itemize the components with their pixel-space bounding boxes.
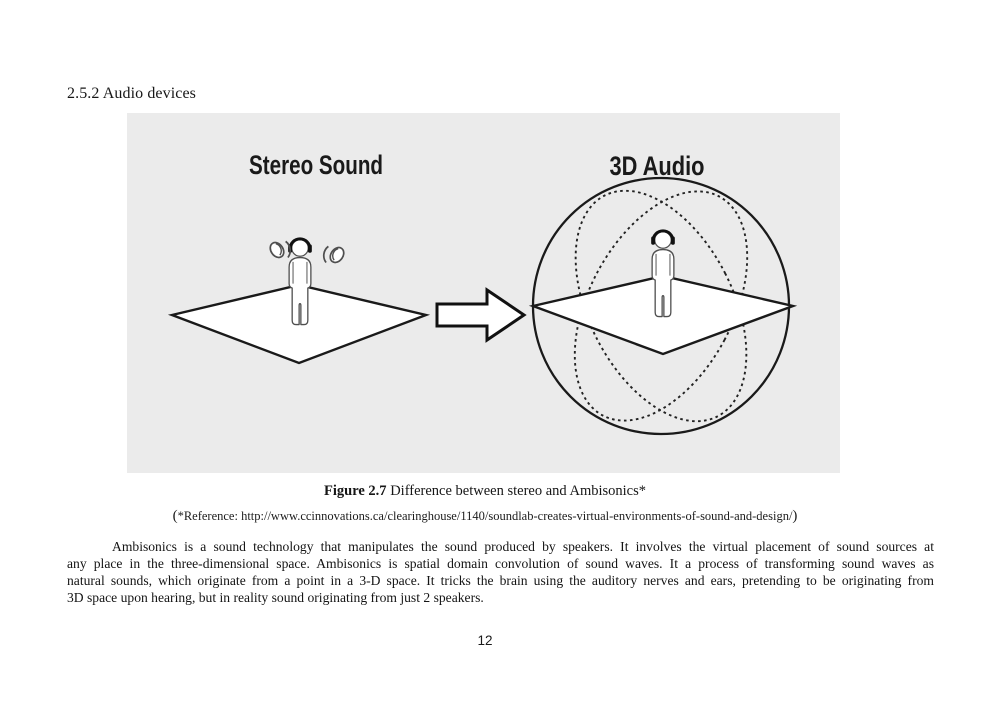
right-arrow-icon (437, 290, 524, 340)
paragraph-line: natural sounds, which originate from a point in a 3-D space. It tricks the brain using the auditory nerves and ears, pretending to be originating from (67, 573, 934, 588)
section-heading: 2.5.2 Audio devices (67, 85, 196, 102)
figure-reference (36, 508, 934, 525)
3d-audio-title: 3D Audio (609, 151, 705, 181)
reference-paren-close: ) (792, 508, 798, 524)
paragraph-line: any place in the three-dimensional space. Ambisonics is spatial domain convolution of sound waves. It a process of transforming sound waves as (67, 556, 934, 571)
body-paragraph (67, 538, 934, 606)
left-speaker-icon (267, 240, 290, 260)
figure-panel (127, 113, 840, 473)
figure-caption-label: Figure 2.7 (324, 483, 387, 499)
paragraph-line: 3D space upon hearing, but in reality sound originating from just 2 speakers. (67, 590, 484, 605)
right-speaker-icon (324, 245, 347, 265)
stereo-sound-title: Stereo Sound (249, 150, 383, 180)
reference-text: *Reference: http://www.ccinnovations.ca/clearinghouse/1140/soundlab-creates-virtual-environments-of-sound-and-design/ (177, 509, 793, 523)
figure-illustration (127, 113, 840, 473)
paragraph-line: Ambisonics is a sound technology that manipulates the sound produced by speakers. It involves the virtual placement of sound sources at (112, 539, 934, 554)
page-number: 12 (477, 633, 493, 648)
figure-caption-text: Difference between stereo and Ambisonics* (390, 483, 646, 499)
reference-paren-open: ( (172, 508, 178, 524)
figure-caption (36, 483, 934, 500)
